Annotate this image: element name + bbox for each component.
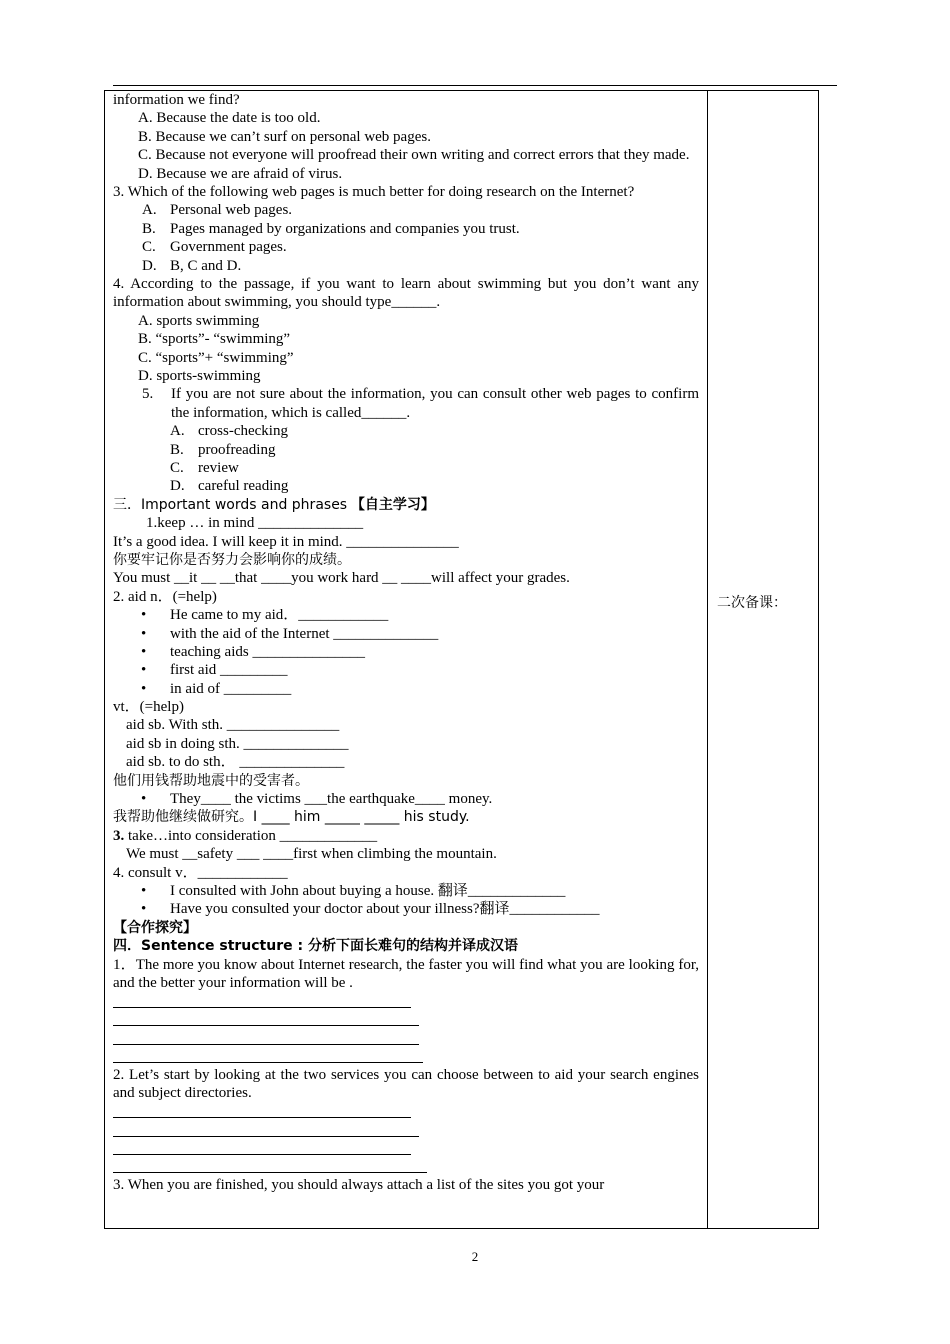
q5-option: A. cross-checking <box>170 423 288 440</box>
question-5: 5. If you are not sure about the information, you can consult other web pages to confirm the information, which is called______. <box>142 386 699 421</box>
bullet-item: • teaching aids _______________ <box>141 643 365 660</box>
answer-line <box>113 1011 699 1029</box>
q3-option: B. Pages managed by organizations and companies you trust. <box>142 220 520 237</box>
fill-in-keep: You must __it __ __that ____you work hard __ ____will affect your grades. <box>113 570 570 587</box>
answer-line <box>113 1103 699 1121</box>
q4-option: B. “sports”- “swimming” <box>138 331 291 348</box>
phrase-aid-verb: vt．(=help) <box>113 699 184 716</box>
q5-option: B. proofreading <box>170 441 276 458</box>
chinese-fill-in: 我帮助他继续做研究。I ____ him _____ _____ his study. <box>113 809 470 826</box>
phrase-keep: 1.keep … in mind ______________ <box>146 515 364 532</box>
bullet-item: • first aid _________ <box>141 662 288 679</box>
q3-option: A. Personal web pages. <box>142 202 293 219</box>
option-d: D. Because we are afraid of virus. <box>138 165 343 182</box>
option-b: B. Because we can’t surf on personal web pages. <box>138 128 431 145</box>
example-keep: It’s a good idea. I will keep it in mind. _______________ <box>113 533 459 550</box>
phrase-aid-noun: 2. aid n．(=help) <box>113 588 217 605</box>
section-3-heading: 三．Important words and phrases 【自主学习】 <box>113 496 435 513</box>
main-column <box>113 91 699 1227</box>
answer-line <box>113 1158 699 1176</box>
aid-usage: aid sb. With sth. _______________ <box>126 717 340 734</box>
bullet-item: • with the aid of the Internet ______________ <box>141 625 439 642</box>
answer-line <box>113 992 699 1010</box>
text-line: information we find? <box>113 92 240 108</box>
bullet-item: • I consulted with John about buying a house. 翻译_____________ <box>141 883 566 899</box>
q5-option: D. careful reading <box>170 478 289 495</box>
aid-usage: aid sb. to do sth． ______________ <box>126 754 345 771</box>
column-divider <box>707 90 708 1229</box>
q5-option: C. review <box>170 459 239 476</box>
cooperative-tag: 【合作探究】 <box>113 919 197 936</box>
q4-option: A. sports swimming <box>138 312 260 329</box>
section-4-heading: 四．Sentence structure : 分析下面长难句的结构并译成汉语 <box>113 938 518 955</box>
answer-line <box>113 1029 699 1047</box>
sentence-3: 3. When you are finished, you should always attach a list of the sites you got your <box>113 1177 605 1194</box>
answer-line <box>113 1048 699 1066</box>
bullet-item: • They____ the victims ___the earthquake____ money. <box>141 791 493 808</box>
phrase-consult: 4. consult v．____________ <box>113 864 288 881</box>
answer-line <box>113 1140 699 1158</box>
q4-option: D. sports-swimming <box>138 367 261 384</box>
header-rule <box>113 85 837 86</box>
aid-usage: aid sb in doing sth. ______________ <box>126 735 349 752</box>
answer-line <box>113 1121 699 1139</box>
sentence-2: 2. Let’s start by looking at the two services you can choose between to aid your search engines and subject directories. <box>113 1066 699 1102</box>
fill-in-take: We must __safety ___ ____first when climbing the mountain. <box>126 846 497 863</box>
question-4: 4. According to the passage, if you want to learn about swimming but you don’t want any information about swimming, you should type______. <box>113 275 699 311</box>
page-number: 2 <box>471 1249 479 1264</box>
chinese-sentence: 你要牢记你是否努力会影响你的成绩。 <box>113 551 351 568</box>
q4-option: C. “sports”+ “swimming” <box>138 349 294 366</box>
bullet-item: • Have you consulted your doctor about your illness?翻译____________ <box>141 901 600 918</box>
option-a: A. Because the date is too old. <box>138 110 321 127</box>
bullet-item: • He came to my aid．____________ <box>141 607 389 624</box>
q3-option: D. B, C and D. <box>142 257 242 274</box>
bullet-item: • in aid of _________ <box>141 680 292 697</box>
sentence-1: 1．The more you know about Internet research, the faster you will find what you are looking for, and the better your information will be . <box>113 956 699 991</box>
option-c: C. Because not everyone will proofread their own writing and correct errors that they made. <box>138 147 690 164</box>
side-note: 二次备课： <box>717 595 787 611</box>
q3-option: C. Government pages. <box>142 239 287 256</box>
phrase-take: 3. take…into consideration _____________ <box>113 827 378 844</box>
chinese-sentence: 他们用钱帮助地震中的受害者。 <box>113 772 309 789</box>
question-3: 3. Which of the following web pages is much better for doing research on the Internet? <box>113 183 635 200</box>
